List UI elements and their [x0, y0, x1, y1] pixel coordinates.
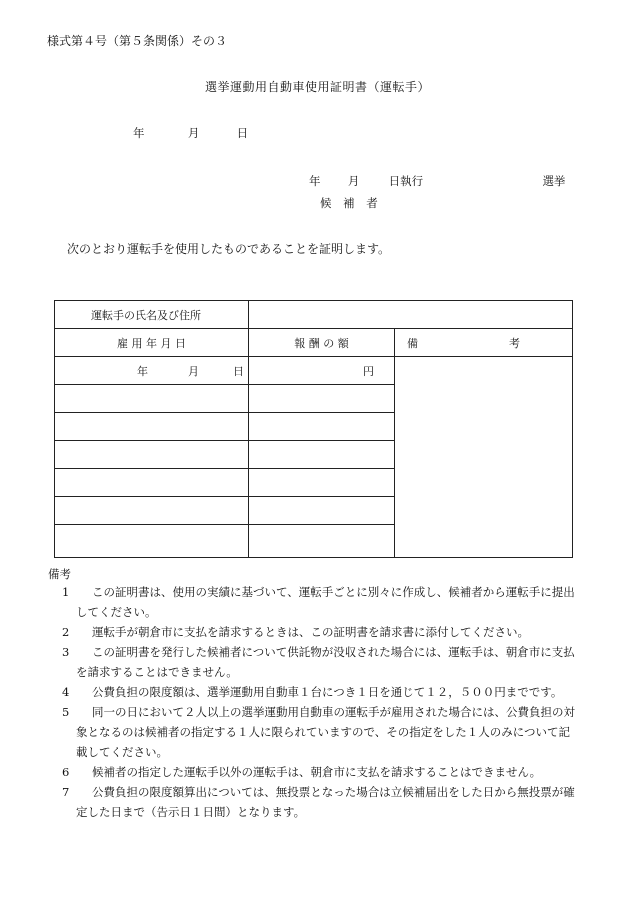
- note-item: [48, 782, 578, 822]
- note-number: 1: [62, 585, 70, 599]
- notes-list: [48, 582, 578, 822]
- form-number: 様式第４号（第５条関係）その３: [47, 34, 228, 48]
- issue-year: 年: [133, 126, 145, 140]
- header-employment-date: 雇 用 年 月 日: [55, 329, 249, 357]
- note-number: 2: [62, 625, 70, 639]
- name-address-label: 運転手の氏名及び住所: [55, 301, 249, 329]
- note-text: 公費負担の限度額算出については、無投票となった場合は立候補届出をした日から無投票が確定した日まで（告示日１日間）となります。: [76, 785, 575, 819]
- compensation-cell[interactable]: [249, 441, 395, 469]
- election-month: 月: [347, 174, 360, 188]
- name-address-row: [55, 301, 573, 329]
- driver-table: [54, 300, 573, 558]
- employment-date-cell[interactable]: [55, 469, 249, 497]
- note-number: 3: [62, 645, 70, 659]
- note-text: 公費負担の限度額は、選挙運動用自動車１台につき１日を通じて１２，５００円までです。: [92, 685, 563, 699]
- note-number: 5: [62, 705, 70, 719]
- compensation-cell[interactable]: 円: [249, 357, 395, 385]
- notes-heading: 備考: [48, 567, 71, 581]
- note-text: 運転手が朝倉市に支払を請求するときは、この証明書を請求書に添付してください。: [92, 625, 529, 639]
- note-number: 6: [62, 765, 70, 779]
- header-remarks: 備 考: [395, 329, 573, 357]
- compensation-cell[interactable]: [249, 497, 395, 525]
- note-item: [48, 762, 578, 782]
- compensation-cell[interactable]: [249, 385, 395, 413]
- note-text: この証明書は、使用の実績に基づいて、運転手ごとに別々に作成し、候補者から運転手に提出してください。: [76, 585, 575, 619]
- note-item: [48, 582, 578, 622]
- note-item: [48, 702, 578, 762]
- note-text: 候補者の指定した運転手以外の運転手は、朝倉市に支払を請求することはできません。: [92, 765, 542, 779]
- table-header-row: [55, 329, 573, 357]
- employment-date-cell[interactable]: 年 月 日: [55, 357, 249, 385]
- note-item: [48, 682, 578, 702]
- election-day-exec: 日執行: [388, 174, 424, 188]
- employment-date-cell[interactable]: [55, 441, 249, 469]
- compensation-cell[interactable]: [249, 469, 395, 497]
- employment-date-cell[interactable]: [55, 413, 249, 441]
- note-text: 同一の日において２人以上の選挙運動用自動車の運転手が雇用された場合には、公費負担の対象となるのは候補者の指定する１人に限られていますので、その指定をした１人のみについて記載してください。: [76, 705, 575, 759]
- issue-day: 日: [236, 126, 249, 140]
- note-item: [48, 642, 578, 682]
- note-text: この証明書を発行した候補者について供託物が没収された場合には、運転手は、朝倉市に支払を請求することはできません。: [76, 645, 575, 679]
- table-row: [55, 357, 573, 385]
- note-number: 4: [62, 685, 70, 699]
- certification-statement: 次のとおり運転手を使用したものであることを証明します。: [67, 242, 391, 256]
- election-year: 年: [309, 174, 321, 188]
- document-title: 選挙運動用自動車使用証明書（運転手）: [205, 80, 431, 94]
- employment-date-cell[interactable]: [55, 497, 249, 525]
- remarks-cell[interactable]: [395, 357, 573, 558]
- note-item: [48, 622, 578, 642]
- employment-date-cell[interactable]: [55, 525, 249, 558]
- note-number: 7: [62, 785, 70, 799]
- election-date-line: [309, 173, 565, 189]
- compensation-cell[interactable]: [249, 413, 395, 441]
- election-name: 選挙: [542, 174, 566, 188]
- issue-date-line: [133, 125, 248, 141]
- name-address-field[interactable]: [249, 301, 573, 329]
- employment-date-cell[interactable]: [55, 385, 249, 413]
- issue-month: 月: [187, 126, 200, 140]
- compensation-cell[interactable]: [249, 525, 395, 558]
- header-compensation: 報 酬 の 額: [249, 329, 395, 357]
- candidate-label: 候 補 者: [320, 196, 382, 210]
